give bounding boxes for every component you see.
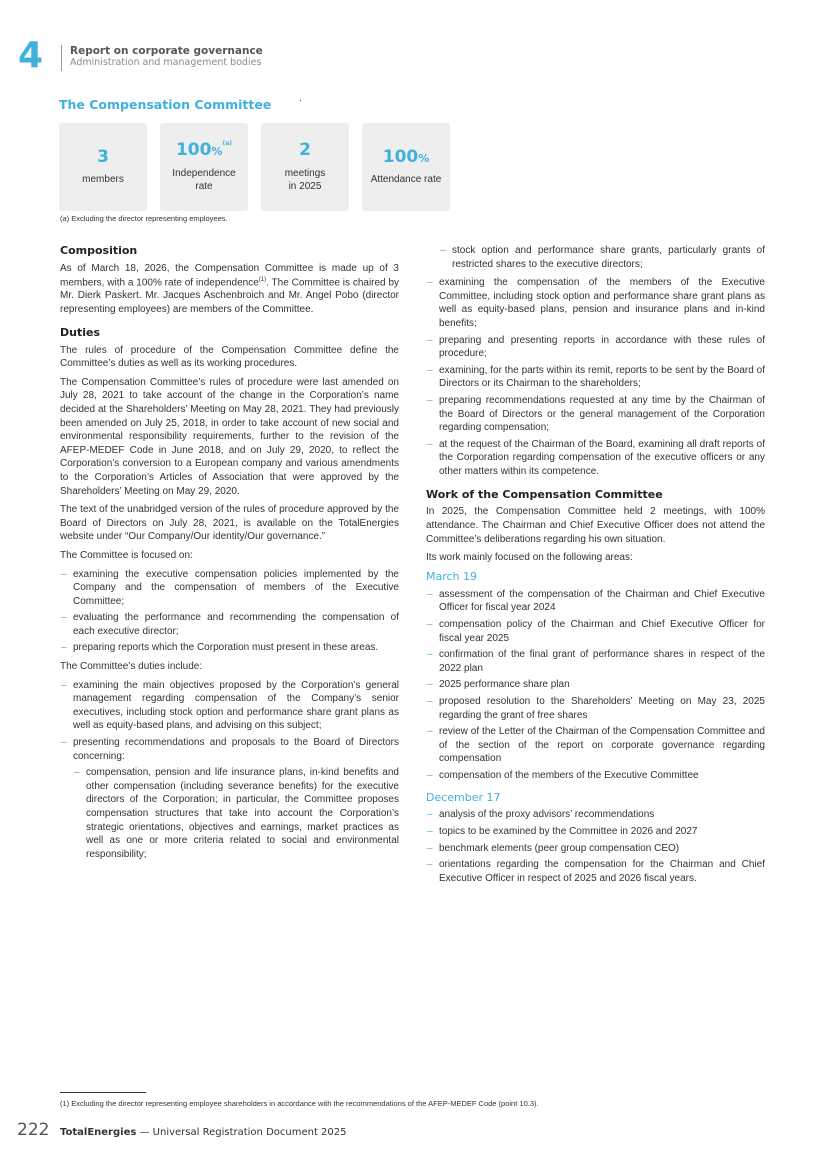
header-divider [61, 45, 62, 71]
list-item: – examining the main objectives proposed by the Corporation’s general management regarding compensation of the Company’s senior executives, including stock option and performance share grant plans as well as equity-based plans, and advising on this subject; [60, 679, 399, 733]
kpi-independence [160, 123, 248, 211]
duties-list [60, 679, 399, 862]
work-paragraph: In 2025, the Compensation Committee held 2 meetings, with 100% attendance. The Chairman and Chief Executive Officer does not attend the Committee’s deliberations regarding his own situation. [426, 506, 765, 545]
kpi-value: 2 [299, 140, 311, 161]
kpi-row [59, 123, 450, 211]
kpi-value: 100%$^{(a)}$ [175, 140, 233, 161]
duties-paragraph: The rules of procedure of the Compensation Committee define the Committee’s duties as well as its working procedures. [60, 344, 399, 370]
kpi-label: Independence rate [172, 167, 236, 192]
duties-heading: Duties [60, 325, 100, 339]
list-item: – preparing reports which the Corporation must present in these areas. [60, 641, 399, 655]
stray-dot [300, 100, 301, 101]
duties-sub-list [73, 766, 399, 861]
list-item: – compensation policy of the Chairman and Chief Executive Officer for fiscal year 2025 [426, 618, 765, 645]
focus-list [60, 568, 399, 656]
list-item: – 2025 performance share plan [426, 678, 765, 692]
kpi-label: meetings in 2025 [284, 167, 326, 192]
duties-list-continued [426, 276, 765, 478]
list-item: – compensation, pension and life insurance plans, in-kind benefits and other compensation (including severance benefits) for the executive directors of the Corporation; in particular, the Committee proposes compensation structures that take into account the Corporation’s strategic orientations, objectives and earnings, market practices as well as one or more criteria related to social and environmental responsibility; [73, 766, 399, 861]
meeting-date: March 19 [426, 569, 478, 583]
list-item: – preparing and presenting reports in accordance with these rules of procedure; [426, 334, 765, 361]
chapter-number: 4 [18, 35, 44, 76]
list-item: – proposed resolution to the Shareholders’ Meeting on May 23, 2025 regarding the grant of free shares [426, 695, 765, 722]
duties-paragraph: The text of the unabridged version of the rules of procedure approved by the Board of Directors on July 28, 2021, is available on the TotalEnergies website under “Our Company/Our identity/Our governance.” [60, 504, 399, 543]
kpi-footnote: (a) Excluding the director representing employees. [60, 214, 228, 223]
duties-intro: The Committee’s duties include: [60, 661, 203, 673]
page-number: 222 [17, 1120, 50, 1140]
work-heading: Work of the Compensation Committee [426, 487, 663, 501]
list-item: – review of the Letter of the Chairman of the Compensation Committee and of the section of the report on corporate governance regarding compensation [426, 725, 765, 766]
list-item: – orientations regarding the compensation for the Chairman and Chief Executive Officer in respect of 2025 and 2026 fiscal years. [426, 858, 765, 885]
right-column [426, 244, 765, 890]
list-item: – examining the executive compensation policies implemented by the Company and the compensation of members of the Executive Committee; [60, 568, 399, 609]
list-item: – analysis of the proxy advisors’ recommendations [426, 808, 765, 822]
list-item: – stock option and performance share grants, particularly grants of restricted shares to the executive directors; [439, 244, 765, 271]
kpi-attendance [362, 123, 450, 211]
chapter-subtitle: Administration and management bodies [70, 57, 262, 68]
footer-title: TotalEnergies — Universal Registration Document 2025 [60, 1127, 347, 1138]
list-item: – evaluating the performance and recommending the compensation of each executive director; [60, 611, 399, 638]
duties-sub-list-continued [439, 244, 765, 271]
footnote: (1) Excluding the director representing employee shareholders in accordance with the recommendations of the AFEP-MEDEF Code (point 10.3). [60, 1099, 539, 1108]
composition-heading: Composition [60, 244, 138, 257]
left-column [60, 244, 399, 866]
meeting-topics-list [426, 588, 765, 783]
duties-paragraph: The Compensation Committee’s rules of procedure were last amended on July 28, 2021 to take account of the change in the Corporation’s name decided at the Shareholders’ Meeting on May 28, 2021. They had previously been amended on July 25, 2018, in order to take account of new social and environmental responsibility requirements, further to the revision of the AFEP-MEDEF Code in June 2018, and on July 29, 2020, to reflect the Corporation’s conversion to a European company and various amendments to the Corporation’s Articles of Association that were approved by the Shareholders’ Meeting on May 29, 2020. [60, 376, 399, 497]
kpi-label: Attendance rate [370, 174, 442, 186]
list-item: – presenting recommendations and proposals to the Board of Directors concerning: – compensation, pension and life insurance plans, in-kind benefits and other compensation (including severance benefits) for the executive directors of the Corporation; in particular, the Committee proposes compensation structures that take into account the Corporation’s strategic orientations, objectives and earnings, market practices as well as one or more criteria related to social and environmental responsibility; [60, 736, 399, 861]
focus-intro: The Committee is focused on: [60, 549, 193, 561]
composition-text: As of March 18, 2026, the Compensation Committee is made up of 3 members, with a 100% rate of independence$^{(1)}$. The Committee is chaired by Mr. Dierk Paskert. Mr. Jacques Aschenbroich and Mr. Angel Pobo (director representing employees) are members of the Committee. [60, 262, 400, 316]
chapter-title: Report on corporate governance [70, 45, 263, 57]
list-item: – confirmation of the final grant of performance shares in respect of the 2022 plan [426, 648, 765, 675]
meeting-topics-list [426, 808, 765, 885]
list-item: – examining, for the parts within its remit, reports to be sent by the Board of Directors or its Chairman to the shareholders; [426, 364, 765, 391]
kpi-label: members [82, 174, 124, 186]
kpi-value: 100% [382, 146, 430, 167]
kpi-value: 3 [97, 146, 109, 167]
footnote-rule [60, 1092, 146, 1093]
list-item: – examining the compensation of the members of the Executive Committee, including stock option and performance share grant plans as well as equity-based plans, pension and insurance plans and in-kind benefits; [426, 276, 765, 330]
meeting-date: December 17 [426, 790, 501, 804]
list-item: – compensation of the members of the Executive Committee [426, 769, 765, 783]
list-item: – preparing recommendations requested at any time by the Chairman of the Board of Directors or the general management of the Corporation regarding compensation; [426, 394, 765, 435]
list-item: – benchmark elements (peer group compensation CEO) [426, 842, 765, 856]
section-title: The Compensation Committee [59, 97, 272, 112]
list-item: – at the request of the Chairman of the Board, examining all draft reports of the Corporation regarding compensation of the executive officers or any other matters within its competence. [426, 438, 765, 479]
list-item: – topics to be examined by the Committee in 2026 and 2027 [426, 825, 765, 839]
work-paragraph: Its work mainly focused on the following areas: [426, 552, 633, 564]
kpi-meetings [261, 123, 349, 211]
list-item: – assessment of the compensation of the Chairman and Chief Executive Officer for fiscal year 2024 [426, 588, 765, 615]
kpi-members [59, 123, 147, 211]
